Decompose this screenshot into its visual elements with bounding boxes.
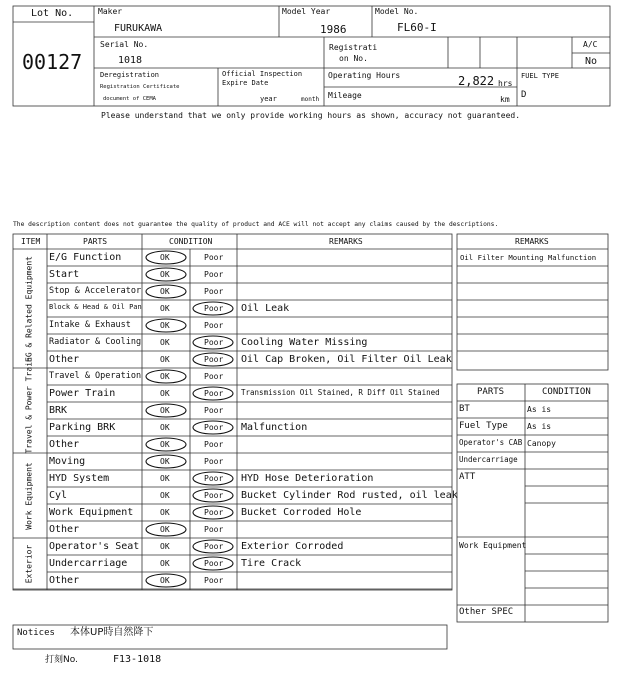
- part-label: E/G Function: [49, 252, 122, 263]
- part-label: Intake & Exhaust: [49, 320, 131, 330]
- part-label: Moving: [49, 456, 86, 467]
- condition-poor: Poor: [204, 423, 224, 432]
- fuel-type-label: FUEL TYPE: [521, 72, 559, 80]
- col-remarks-header: REMARKS: [329, 237, 363, 246]
- condition-poor: Poor: [204, 372, 224, 381]
- condition-ok: OK: [160, 525, 170, 534]
- stamp-label: 打刻No.: [45, 655, 78, 665]
- remark-text: Bucket Cylinder Rod rusted, oil leak: [241, 490, 458, 501]
- part-label: Radiator & Cooling: [49, 337, 142, 347]
- condition-poor: Poor: [204, 491, 224, 500]
- condition-ok: OK: [160, 491, 170, 500]
- condition-poor: Poor: [204, 355, 224, 364]
- dereg-label: Deregistration: [100, 71, 160, 79]
- col-parts-header: PARTS: [83, 237, 108, 246]
- part-label: HYD System: [49, 473, 110, 484]
- remark-text: Tire Crack: [241, 558, 302, 569]
- mileage-label: Mileage: [328, 91, 362, 100]
- fuel-type-value: D: [521, 90, 527, 100]
- condition-poor: Poor: [204, 338, 224, 347]
- condition-poor: Poor: [204, 440, 224, 449]
- condition-ok: OK: [160, 389, 170, 398]
- condition-poor: Poor: [204, 406, 224, 415]
- part-label: Start: [49, 269, 80, 280]
- remark-text: Malfunction: [241, 422, 308, 433]
- remark-text: Oil Leak: [241, 303, 290, 314]
- disclaimer: The description content does not guarantee the quality of product and ACE will not accept any claims caused by the descriptions.: [13, 221, 499, 228]
- right-condition-value: As is: [527, 405, 552, 414]
- remark-text: Bucket Corroded Hole: [241, 507, 362, 518]
- registration-label-2: on No.: [339, 54, 368, 63]
- condition-ok: OK: [160, 287, 170, 296]
- part-label: BRK: [49, 405, 68, 416]
- part-label: Undercarriage: [49, 558, 128, 569]
- model-no-label: Model No.: [375, 7, 419, 16]
- operating-hours-label: Operating Hours: [328, 71, 401, 80]
- inspection-label-2: Expire Date: [222, 79, 269, 87]
- serial-label: Serial No.: [100, 40, 149, 49]
- condition-ok: OK: [160, 576, 170, 585]
- hrs-unit: hrs: [498, 79, 513, 88]
- condition-ok: OK: [160, 355, 170, 364]
- condition-poor: Poor: [204, 287, 224, 296]
- month-label: month: [301, 96, 320, 103]
- condition-ok: OK: [160, 372, 170, 381]
- condition-ok: OK: [160, 457, 170, 466]
- maker-value: FURUKAWA: [114, 23, 163, 34]
- condition-ok: OK: [160, 253, 170, 262]
- right-condition-header: CONDITION: [542, 387, 591, 397]
- condition-ok: OK: [160, 508, 170, 517]
- dereg-certificate: Registration Certificate: [100, 84, 180, 90]
- ac-value: No: [585, 56, 598, 67]
- right-part-label: ATT: [459, 472, 476, 482]
- group-label: Work Equipment: [24, 461, 33, 530]
- condition-poor: Poor: [204, 321, 224, 330]
- col-condition-header: CONDITION: [169, 237, 213, 246]
- condition-ok: OK: [160, 321, 170, 330]
- model-year-value: 1986: [320, 23, 347, 36]
- right-remarks-first: Oil Filter Mounting Malfunction: [460, 253, 597, 262]
- right-part-label: Undercarriage: [459, 455, 518, 464]
- right-condition-value: Canopy: [527, 439, 556, 448]
- km-unit: km: [500, 95, 510, 104]
- group-label: EG & Related Equipment: [24, 255, 33, 362]
- part-label: Other: [49, 575, 80, 586]
- remark-text: Transmission Oil Stained, R Diff Oil Stained: [241, 388, 440, 397]
- notices-label: Notices: [17, 628, 55, 638]
- part-label: Work Equipment: [49, 507, 134, 518]
- right-part-label: Fuel Type: [459, 421, 508, 431]
- condition-ok: OK: [160, 542, 170, 551]
- registration-label-1: Registrati: [329, 43, 378, 52]
- group-label: Exterior: [24, 544, 33, 583]
- part-label: Other: [49, 354, 80, 365]
- condition-ok: OK: [160, 304, 170, 313]
- right-part-label: BT: [459, 404, 470, 414]
- condition-poor: Poor: [204, 474, 224, 483]
- maker-label: Maker: [98, 7, 123, 16]
- condition-poor: Poor: [204, 389, 224, 398]
- condition-ok: OK: [160, 474, 170, 483]
- condition-poor: Poor: [204, 542, 224, 551]
- condition-ok: OK: [160, 338, 170, 347]
- stamp-value: F13-1018: [113, 654, 162, 665]
- year-label: year: [260, 95, 277, 103]
- right-remarks-header: REMARKS: [515, 237, 549, 246]
- part-label: Parking BRK: [49, 422, 116, 433]
- condition-ok: OK: [160, 406, 170, 415]
- right-other-spec: Other SPEC: [459, 607, 514, 617]
- right-part-label: Operator's CAB: [459, 438, 523, 447]
- inspection-label-1: Official Inspection: [222, 70, 303, 78]
- condition-poor: Poor: [204, 270, 224, 279]
- condition-poor: Poor: [204, 508, 224, 517]
- condition-poor: Poor: [204, 457, 224, 466]
- dereg-document: document of CEMA: [103, 96, 156, 102]
- part-label: Stop & Accelerator: [49, 286, 142, 296]
- model-no-value: FL60-I: [397, 21, 437, 34]
- part-label: Power Train: [49, 388, 116, 399]
- condition-ok: OK: [160, 440, 170, 449]
- lot-number: 00127: [22, 50, 83, 74]
- right-work-equipment: Work Equipment: [459, 541, 527, 550]
- remark-text: HYD Hose Deterioration: [241, 473, 374, 484]
- part-label: Block & Head & Oil Pan: [49, 303, 142, 311]
- remark-text: Cooling Water Missing: [241, 337, 368, 348]
- right-condition-value: As is: [527, 422, 552, 431]
- remark-text: Oil Cap Broken, Oil Filter Oil Leak: [241, 354, 452, 365]
- condition-ok: OK: [160, 423, 170, 432]
- condition-poor: Poor: [204, 525, 224, 534]
- col-item-header: ITEM: [21, 237, 41, 246]
- serial-value: 1018: [118, 55, 143, 66]
- condition-poor: Poor: [204, 253, 224, 262]
- group-label: Travel & Power Train: [24, 356, 33, 453]
- part-label: Operator's Seat: [49, 541, 140, 552]
- part-label: Cyl: [49, 490, 68, 501]
- ac-label: A/C: [583, 40, 598, 49]
- model-year-label: Model Year: [282, 7, 331, 16]
- lot-label: Lot No.: [31, 8, 74, 19]
- part-label: Travel & Operation: [49, 371, 142, 381]
- hours-notice: Please understand that we only provide working hours as shown, accuracy not guaranteed.: [101, 111, 521, 120]
- condition-ok: OK: [160, 559, 170, 568]
- part-label: Other: [49, 524, 80, 535]
- remark-text: Exterior Corroded: [241, 541, 344, 552]
- right-parts-header: PARTS: [477, 387, 505, 397]
- condition-poor: Poor: [204, 559, 224, 568]
- condition-poor: Poor: [204, 304, 224, 313]
- condition-poor: Poor: [204, 576, 224, 585]
- part-label: Other: [49, 439, 80, 450]
- operating-hours-value: 2,822: [458, 74, 495, 88]
- notices-text: 本体UP時自然降下: [70, 627, 154, 638]
- condition-ok: OK: [160, 270, 170, 279]
